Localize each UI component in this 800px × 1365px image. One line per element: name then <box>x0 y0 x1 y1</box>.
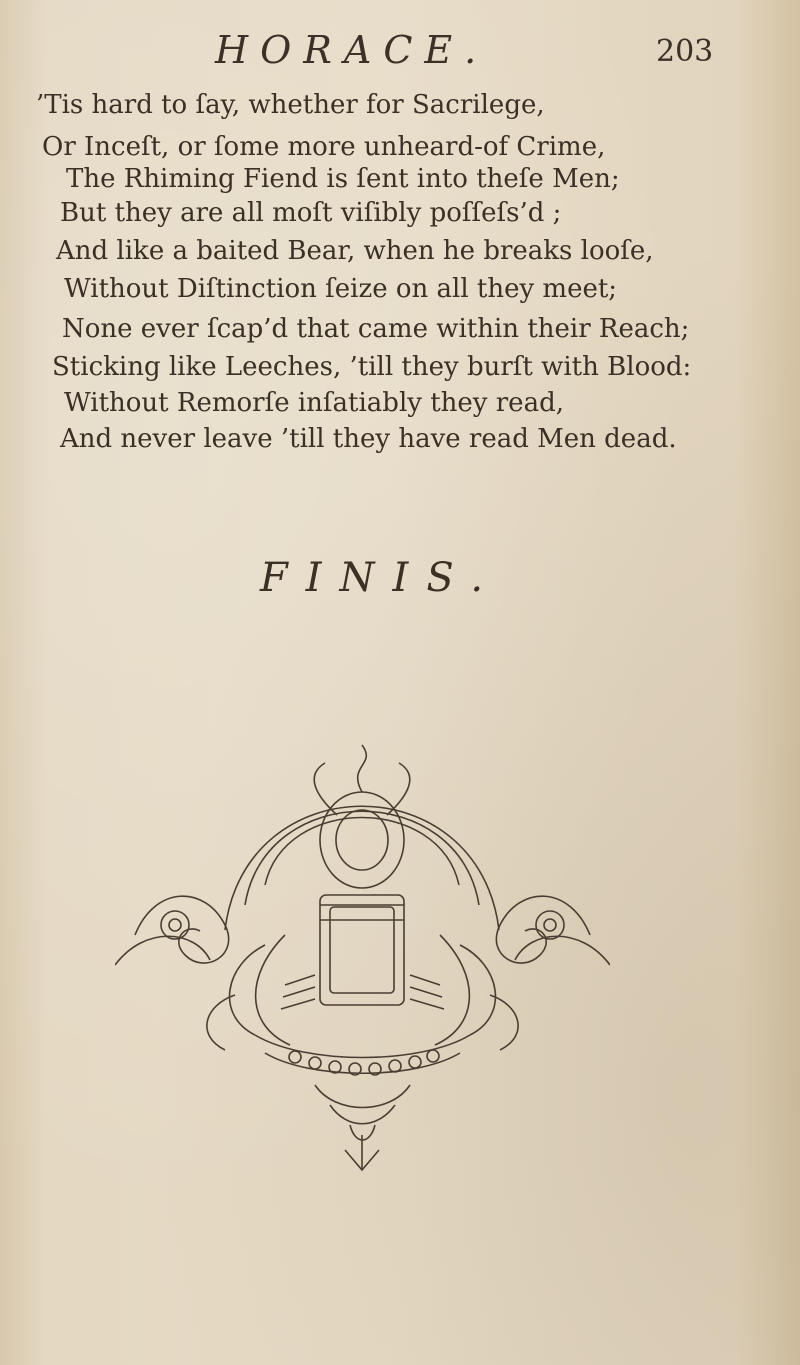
verse-line: None ever ſcap’d that came within their Reach; <box>62 314 690 344</box>
page-number: 203 <box>656 34 714 69</box>
verse-line: Without Remorſe inſatiably they read, <box>64 388 564 418</box>
page-header <box>0 28 800 88</box>
verse-line: But they are all moſt viſibly poſſeſs’d ; <box>60 198 562 228</box>
verse-line: And like a baited Bear, when he breaks looſe, <box>56 236 654 266</box>
verse-line: Or Inceſt, or ſome more unheard-of Crime, <box>42 132 606 162</box>
verse-line: And never leave ’till they have read Men dead. <box>60 424 677 454</box>
floral-ornament-icon <box>115 735 610 1175</box>
verse-line: Sticking like Leeches, ’till they burſt with Blood: <box>52 352 692 382</box>
running-head: HORACE. <box>215 28 489 72</box>
verse-line: The Rhiming Fiend is ſent into theſe Men; <box>66 164 620 194</box>
colophon-finis: FINIS. <box>260 555 502 601</box>
verse-line: Without Diſtinction ſeize on all they meet; <box>64 274 618 304</box>
verse-line: ’Tis hard to ſay, whether for Sacrilege, <box>36 90 545 120</box>
